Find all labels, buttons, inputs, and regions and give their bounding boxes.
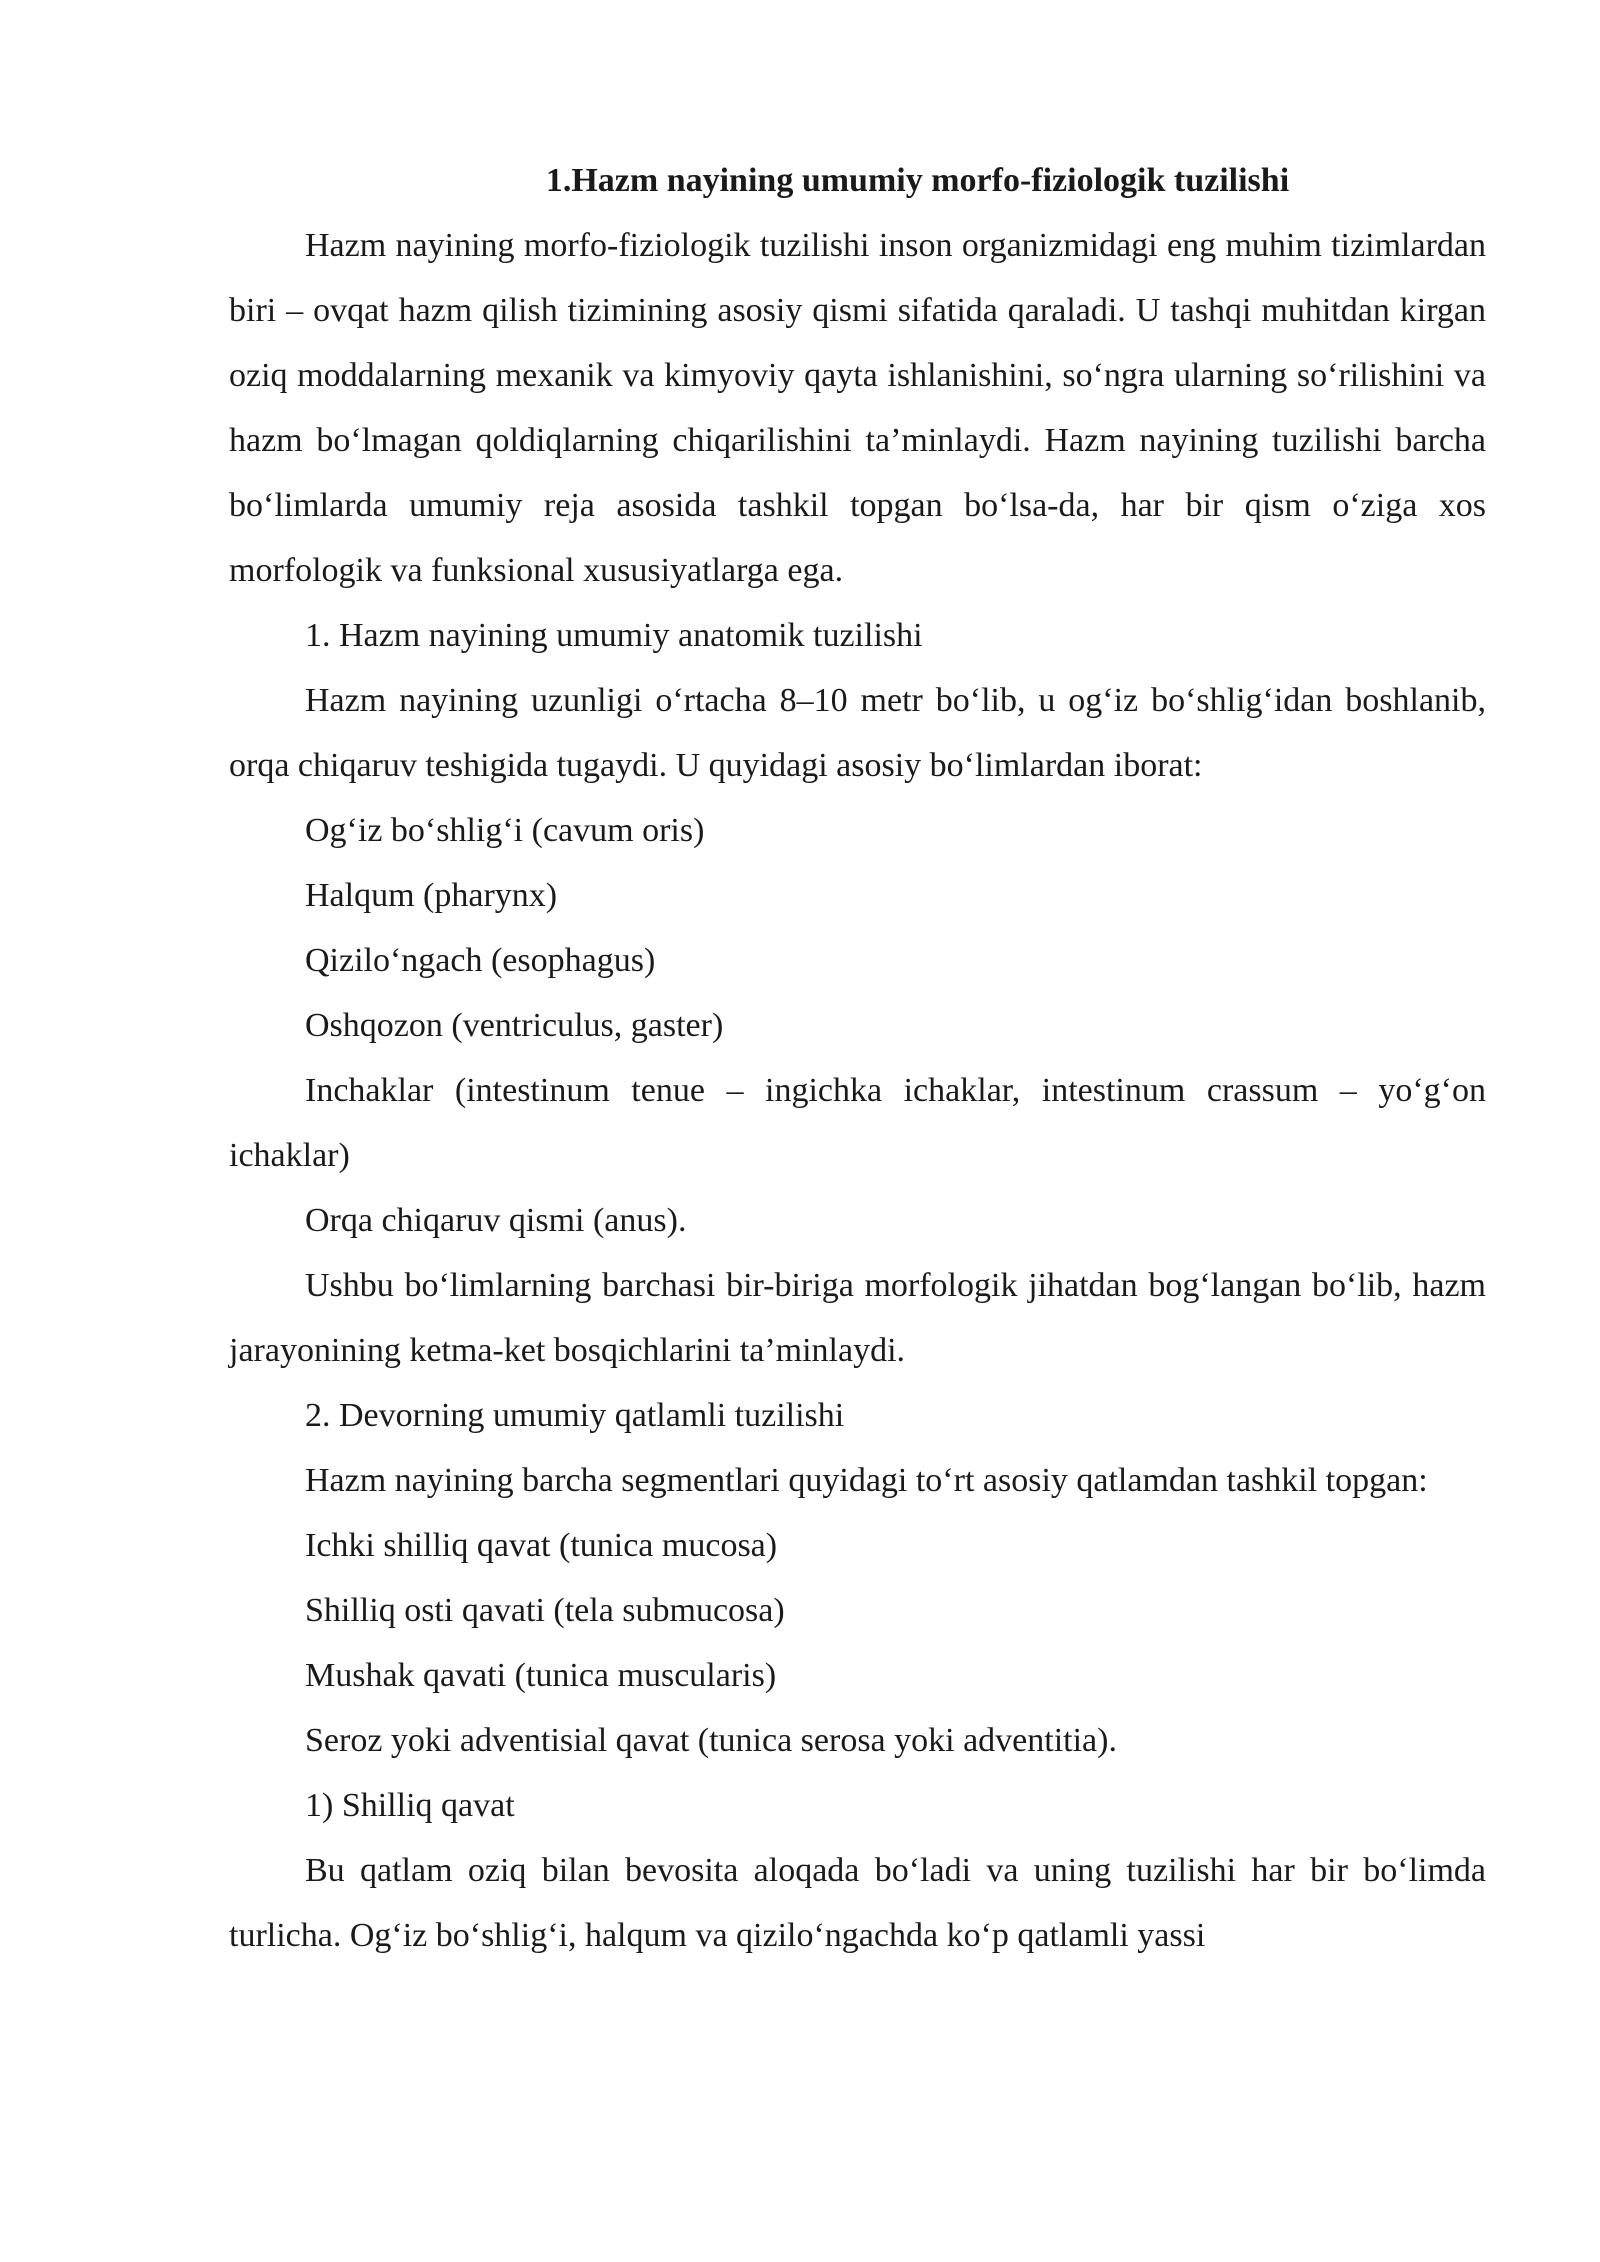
list-item-oral-cavity: Og‘iz bo‘shlig‘i (cavum oris) (305, 812, 705, 849)
document-title: 1.Hazm nayining umumiy morfo-fiziologik tuzilishi (545, 162, 1290, 199)
intro-paragraph: Hazm nayining morfo-fiziologik tuzilishi inson organizmidagi eng muhim tizimlardan biri – ovqat hazm qilish tizimining asosiy qismi sifatida qaraladi. U tashqi muhitdan kirgan oziq moddalarning mexanik va kimyoviy qayta ishlanishini, so‘ngra ularning so‘rilishini va hazm bo‘lmagan qoldiqlarning chiqarilishini ta’minlaydi. Hazm nayining tuzilishi barcha bo‘limlarda umumiy reja asosida tashkil topgan bo‘lsa-da, har bir qism o‘ziga xos morfologik va funksional xususiyatlarga ega. (229, 227, 1486, 589)
list-item-muscularis: Mushak qavati (tunica muscularis) (305, 1657, 777, 1694)
list-item-anus: Orqa chiqaruv qismi (anus). (305, 1202, 687, 1239)
section-heading-anatomy: 1. Hazm nayining umumiy anatomik tuzilishi (305, 617, 923, 654)
list-item-mucosa: Ichki shilliq qavat (tunica mucosa) (305, 1527, 778, 1564)
list-item-submucosa: Shilliq osti qavati (tela submucosa) (305, 1592, 785, 1629)
section-heading-wall-layers: 2. Devorning umumiy qatlamli tuzilishi (305, 1397, 845, 1434)
section-wall-layers-text: Hazm nayining barcha segmentlari quyidagi to‘rt asosiy qatlamdan tashkil topgan: (305, 1462, 1428, 1499)
document-body (229, 148, 1486, 1968)
list-item-esophagus: Qizilo‘ngach (esophagus) (305, 942, 656, 979)
list-item-intestines: Inchaklar (intestinum tenue – ingichka ichaklar, intestinum crassum – yo‘g‘on ichaklar) (229, 1072, 1486, 1174)
section-anatomy-text: Hazm nayining uzunligi o‘rtacha 8–10 metr bo‘lib, u og‘iz bo‘shlig‘idan boshlanib, orqa chiqaruv teshigida tugaydi. U quyidagi asosiy bo‘limlardan iborat: (229, 682, 1486, 784)
list-item-stomach: Oshqozon (ventriculus, gaster) (305, 1007, 724, 1044)
list-item-serosa: Seroz yoki adventisial qavat (tunica serosa yoki adventitia). (305, 1722, 1117, 1759)
section-anatomy-conclusion: Ushbu bo‘limlarning barchasi bir-biriga morfologik jihatdan bog‘langan bo‘lib, hazm jarayonining ketma-ket bosqichlarini ta’minlaydi. (229, 1267, 1486, 1369)
subsection-mucosa-text: Bu qatlam oziq bilan bevosita aloqada bo‘ladi va uning tuzilishi har bir bo‘limda turlicha. Og‘iz bo‘shlig‘i, halqum va qizilo‘ngachda ko‘p qatlamli yassi (229, 1852, 1486, 1954)
list-item-pharynx: Halqum (pharynx) (305, 877, 558, 914)
subsection-heading-mucosa: 1) Shilliq qavat (305, 1787, 515, 1824)
